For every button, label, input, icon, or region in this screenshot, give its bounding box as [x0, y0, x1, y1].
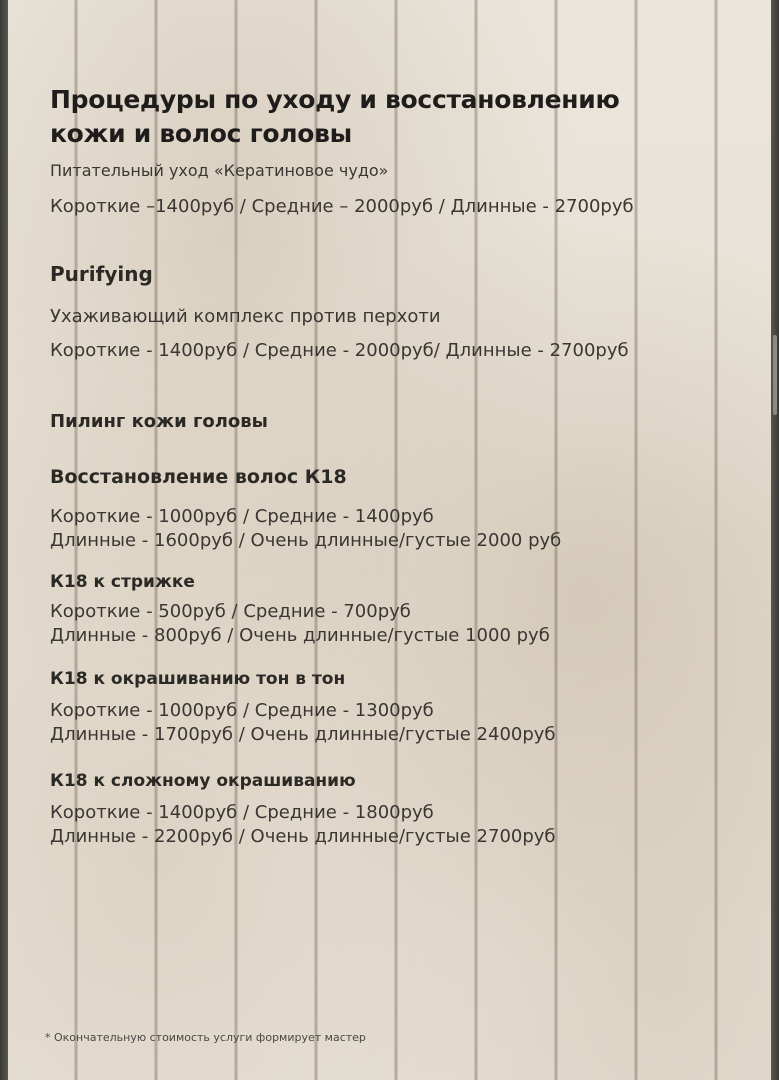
- k18-complex-prices: [50, 801, 740, 849]
- purifying-prices-block: [50, 339, 740, 363]
- scrollbar-thumb[interactable]: [773, 335, 777, 415]
- k18-tone-section: [50, 668, 740, 690]
- keratin-prices-block: [50, 195, 740, 219]
- purifying-prices: Короткие - 1400руб / Средние - 2000руб/ Длинные - 2700руб: [50, 340, 629, 361]
- k18-complex-prices-line-2: Длинные - 2200руб / Очень длинные/густые 2700руб: [50, 826, 556, 847]
- left-edge-bar: [0, 0, 8, 1080]
- footnote: * Окончательную стоимость услуги формирует мастер: [45, 1031, 366, 1044]
- k18-haircut-prices: [50, 600, 740, 648]
- k18-restore-prices: [50, 505, 740, 553]
- right-edge-bar: [771, 0, 779, 1080]
- k18-haircut-prices-line-1: Короткие - 500руб / Средние - 700руб: [50, 601, 411, 622]
- page-title-line-1: Процедуры по уходу и восстановлению: [50, 85, 620, 114]
- peeling-heading: Пилинг кожи головы: [50, 411, 268, 432]
- keratin-prices: Короткие –1400руб / Средние – 2000руб / Длинные - 2700руб: [50, 196, 634, 217]
- k18-haircut-heading: К18 к стрижке: [50, 572, 195, 592]
- k18-haircut-section: [50, 571, 740, 593]
- k18-complex-section: [50, 770, 740, 792]
- k18-complex-heading: К18 к сложному окрашиванию: [50, 771, 356, 791]
- keratin-section: [50, 160, 740, 182]
- purifying-section: [50, 261, 740, 287]
- keratin-name: Питательный уход «Кератиновое чудо»: [50, 161, 389, 180]
- page-title-line-2: кожи и волос головы: [50, 119, 352, 148]
- k18-complex-prices-line-1: Короткие - 1400руб / Средние - 1800руб: [50, 802, 434, 823]
- k18-restore-heading: Восстановление волос К18: [50, 466, 347, 488]
- k18-tone-heading: К18 к окрашиванию тон в тон: [50, 669, 346, 689]
- k18-restore-section: [50, 466, 740, 488]
- k18-tone-prices-line-2: Длинные - 1700руб / Очень длинные/густые 2400руб: [50, 724, 556, 745]
- purifying-name: Ухаживающий комплекс против перхоти: [50, 306, 441, 327]
- k18-restore-prices-line-2: Длинные - 1600руб / Очень длинные/густые 2000 руб: [50, 530, 562, 551]
- k18-restore-prices-line-1: Короткие - 1000руб / Средние - 1400руб: [50, 506, 434, 527]
- purifying-name-block: [50, 305, 740, 329]
- page-title: [50, 83, 740, 151]
- purifying-heading: Purifying: [50, 262, 153, 286]
- k18-haircut-prices-line-2: Длинные - 800руб / Очень длинные/густые 1000 руб: [50, 625, 550, 646]
- k18-tone-prices-line-1: Короткие - 1000руб / Средние - 1300руб: [50, 700, 434, 721]
- k18-tone-prices: [50, 699, 740, 747]
- peeling-section: [50, 411, 740, 433]
